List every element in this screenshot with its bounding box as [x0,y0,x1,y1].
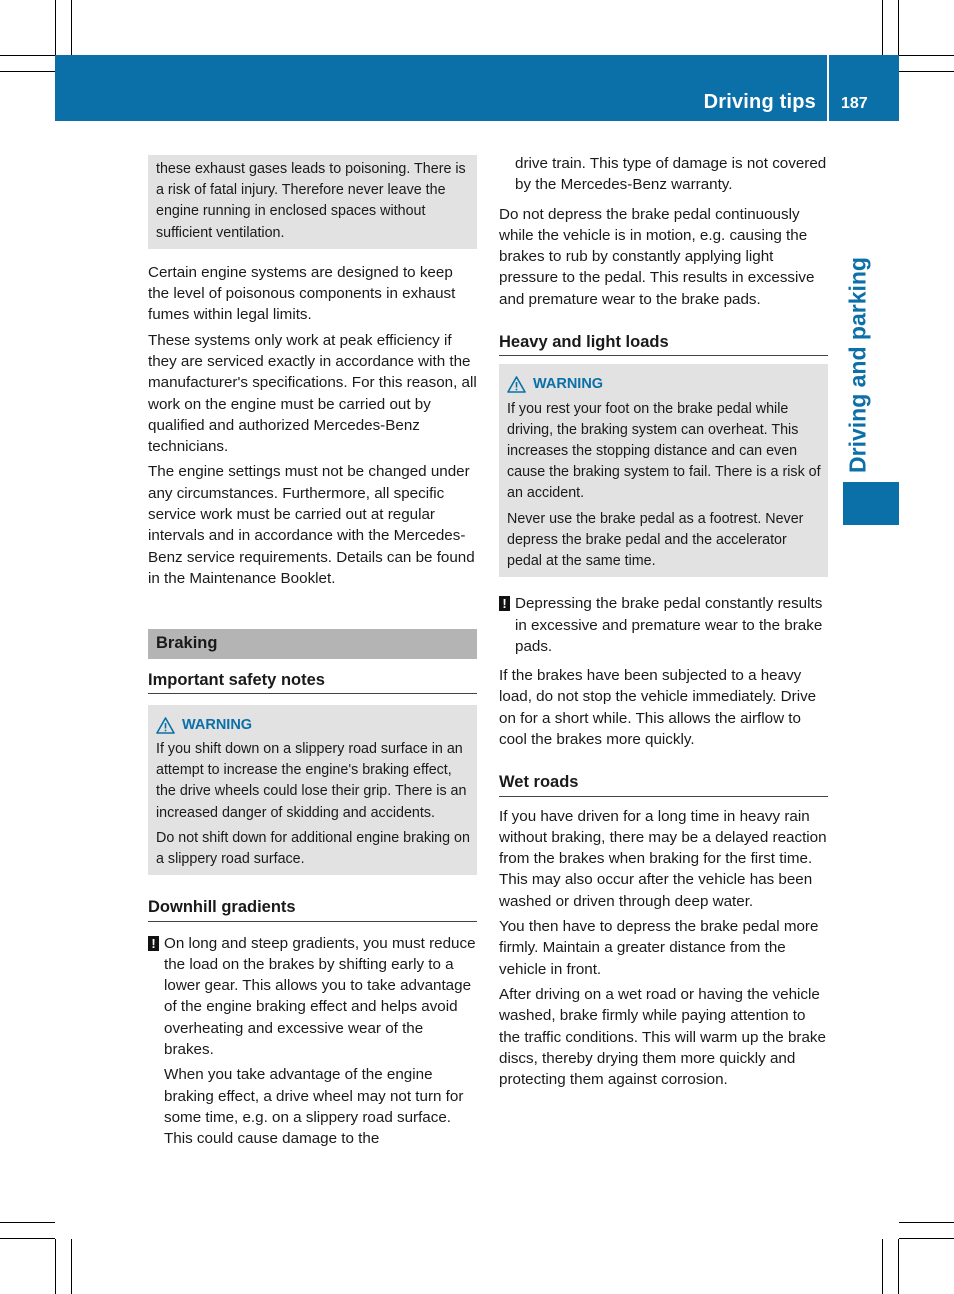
warning-continuation-text: these exhaust gases leads to poisoning. There is a risk of fatal injury. Therefore never leave the engine running in enclosed spaces without sufficient ventilation. [156,161,466,241]
warning-text: Never use the brake pedal as a footrest. Never depress the brake pedal and the accelerator pedal at the same time. [507,510,804,569]
crop-mark [0,55,55,56]
note-item [499,593,828,657]
page-number: 187 [841,95,868,112]
header-divider [827,55,829,121]
section-heading: Braking [148,629,477,658]
warning-box [148,705,477,875]
crop-mark [55,0,56,55]
exclamation-icon: ! [499,596,510,611]
body-paragraph: The engine settings must not be changed under any circumstances. Furthermore, all specific service work must be carried out at regular intervals and in accordance with the Mercedes-Benz service requirements. Details can be found in the Maintenance Booklet. [148,463,475,587]
crop-mark [899,71,954,72]
warning-triangle-icon [507,376,526,393]
body-paragraph: If you have driven for a long time in heavy rain without braking, there may be a delayed reaction from the brakes when braking for the first time. This may also occur after the vehicle has been washed or driven through deep water. [499,807,827,910]
warning-triangle-icon [156,717,175,734]
crop-mark [71,1239,72,1294]
chapter-tab-label: Driving and parking [844,257,871,473]
chapter-tab-marker [843,482,899,525]
note-text: On long and steep gradients, you must reduce the load on the brakes by shifting early to a lower gear. This allows you to take advantage of the engine braking effect and helps avoid overheating and excessive wear of the brakes. [164,934,476,1059]
warning-text: If you rest your foot on the brake pedal while driving, the braking system can overheat. This increases the stopping distance and can even cause the braking system to fail. There is a risk of an accident. [507,400,821,502]
warning-continuation [148,155,477,249]
body-paragraph: Certain engine systems are designed to keep the level of poisonous components in exhaust fumes within legal limits. [148,263,456,324]
note-text-continued: When you take advantage of the engine braking effect, a drive wheel may not turn for some time, e.g. on a slippery road surface. This could cause damage to the [164,1066,464,1148]
body-paragraph: If the brakes have been subjected to a heavy load, do not stop the vehicle immediately. Drive on for a short while. This allows the airflow to cool the brakes more quickly. [499,667,817,748]
body-paragraph: These systems only work at peak efficiency if they are serviced exactly in accordance with the manufacturer's specifications. For this reason, all work on the engine must be carried out by qualified and authorized Mercedes-Benz technicians. [148,331,477,456]
warning-label: WARNING [533,376,604,393]
crop-mark [71,0,72,55]
subheading-loads: Heavy and light loads [499,332,828,356]
note-continuation: drive train. This type of damage is not covered by the Mercedes-Benz warranty. [515,155,827,194]
crop-mark [882,1239,883,1294]
page-header [55,55,899,121]
warning-text: If you shift down on a slippery road surface in an attempt to increase the engine's braking effect, the drive wheels could lose their grip. There is an increased danger of skidding and accidents. [156,741,467,821]
warning-box [499,364,828,577]
body-paragraph: After driving on a wet road or having the vehicle washed, brake firmly while paying attention to the traffic conditions. This will warm up the brake discs, thereby drying them more quickly and protecting them against corrosion. [499,985,826,1089]
warning-header [156,715,470,736]
subheading-wet-roads: Wet roads [499,772,828,796]
section-title: Driving tips [703,91,816,113]
crop-mark [899,1238,954,1239]
crop-mark [882,0,883,55]
crop-mark [55,1239,56,1294]
warning-label: WARNING [182,716,253,733]
subheading-safety-notes: Important safety notes [148,670,477,694]
crop-mark [899,1222,954,1223]
exclamation-icon: ! [148,936,159,951]
note-text: Depressing the brake pedal constantly results in excessive and premature wear to the brake pads. [515,595,823,655]
crop-mark [0,71,55,72]
left-column [148,155,477,1154]
chapter-tab [842,255,874,475]
note-item [148,933,477,1061]
warning-text: Do not shift down for additional engine braking on a slippery road surface. [156,829,470,868]
right-column [499,153,828,1094]
subheading-downhill: Downhill gradients [148,897,477,921]
crop-mark [0,1238,55,1239]
crop-mark [899,55,954,56]
crop-mark [898,1239,899,1294]
crop-mark [0,1222,55,1223]
warning-header [507,374,821,395]
body-paragraph: You then have to depress the brake pedal more firmly. Maintain a greater distance from the vehicle in front. [499,918,819,978]
crop-mark [898,0,899,55]
body-paragraph: Do not depress the brake pedal continuously while the vehicle is in motion, e.g. causing the brakes to rub by constantly applying light pressure to the pedal. This results in excessive and premature wear to the brake pads. [499,205,815,308]
